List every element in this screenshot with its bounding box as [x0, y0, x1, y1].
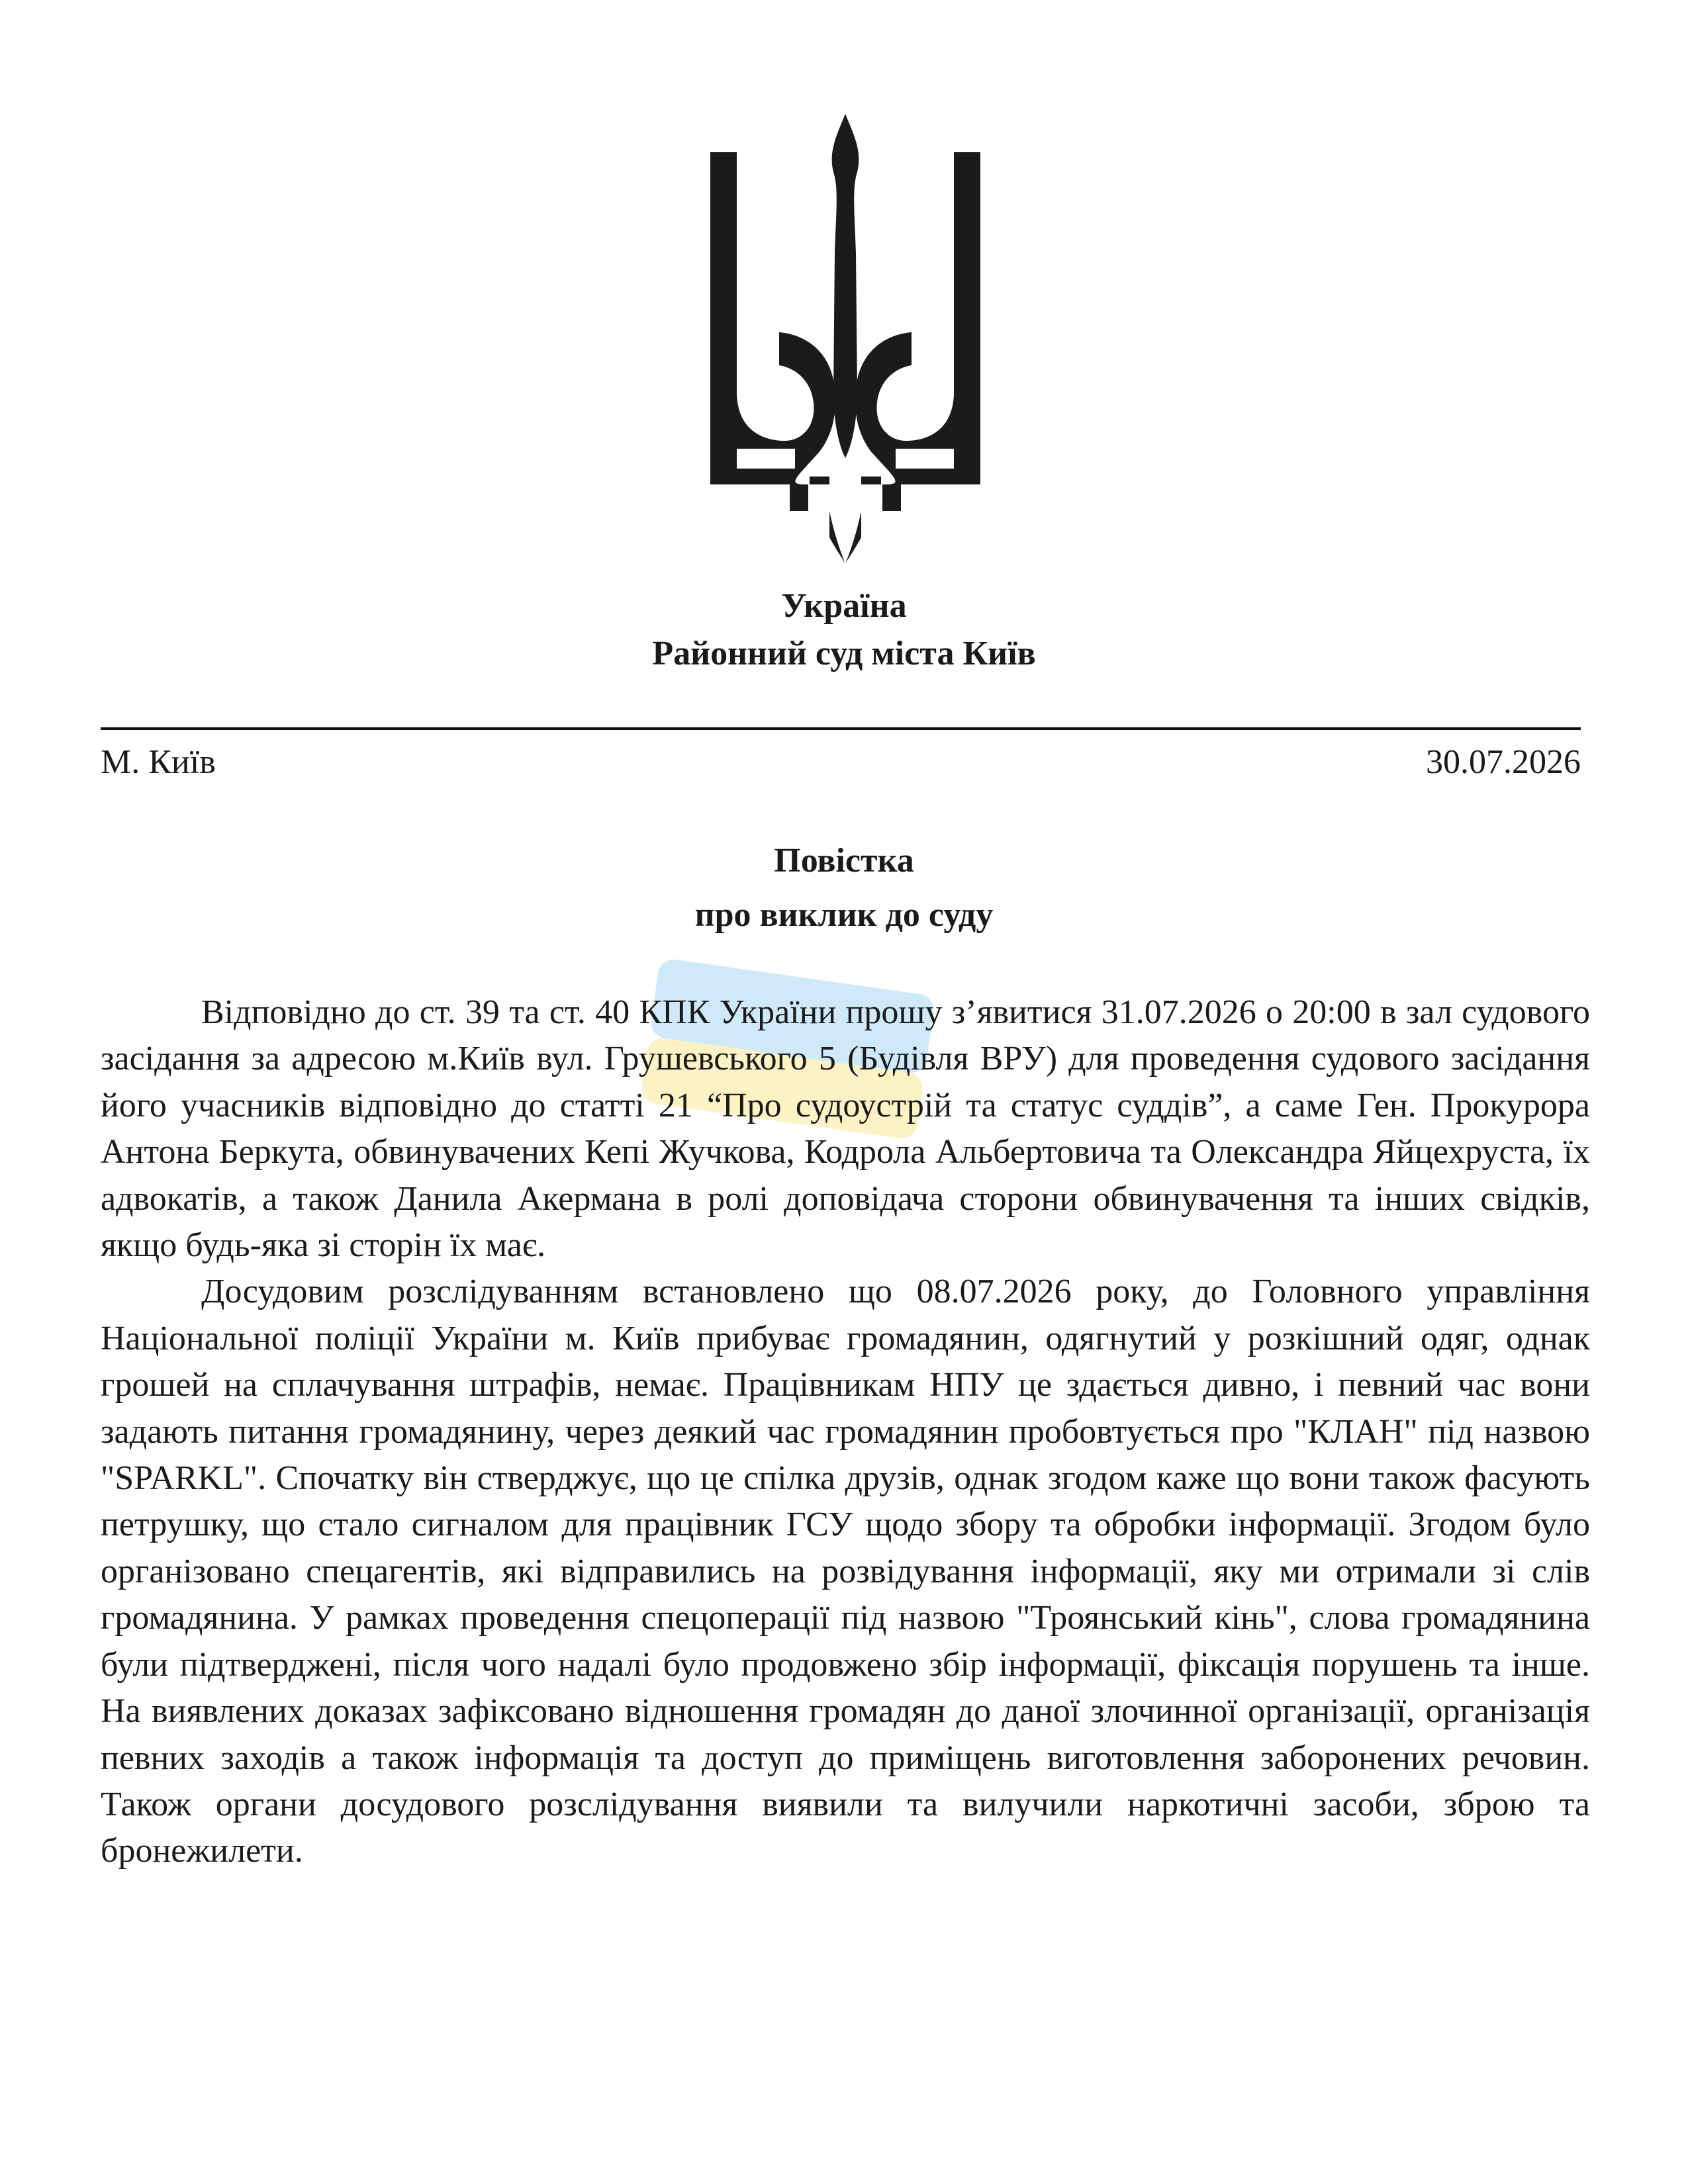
- body-paragraph: Досудовим розслідуванням встановлено що 08.07.2026 року, до Головного управління Національної поліції України м. Київ прибуває громадянин, одягнутий у розкішний одяг, однак грошей на сплачування штрафів, немає. Працівникам НПУ це здається дивно, і певний час вони задають питання громадянину, через деякий час громадянин пробовтується про "КЛАН" під назвою "SPARKL". Спочатку він стверджує, що це спілка друзів, однак згодом каже що вони також фасують петрушку, що стало сигналом для працівник ГСУ щодо збору та обробки інформації. Згодом було організовано спецагентів, які відправились на розвідування інформації, яку ми отримали зі слів громадянина. У рамках проведення спецоперації під назвою "Троянський кінь", слова громадянина були підтверджені, після чого надалі було продовжено збір інформації, фіксація порушень та інше. На виявлених доказах зафіксовано відношення громадян до даної злочинної організації, організація певних заходів а також інформація та доступ до приміщень виготовлення заборонених речовин. Також органи досудового розслідування виявили та вилучили наркотичні засоби, зброю та бронежилети.: [101, 1273, 1590, 1870]
- summons-body: [101, 989, 1590, 1875]
- document-title: Повістка: [774, 842, 914, 880]
- header-divider: [101, 727, 1581, 730]
- body-paragraph: Відповідно до ст. 39 та ст. 40 КПК України прошу з’явитися 31.07.2026 о 20:00 в зал судового засідання за адресою м.Київ вул. Грушевського 5 (Будівля ВРУ) для проведення судового засідання його учасників відповідно до статті 21 “Про судоустрій та статус суддів”, а саме Ген. Прокурора Антона Беркута, обвинувачених Кепі Жучкова, Кодрола Альбертовича та Олександра Яйцехруста, їх адвокатів, а також Данила Акермана в ролі доповідача сторони обвинувачення та інших свідків, якщо будь-яка зі сторін їх має.: [101, 993, 1590, 1265]
- country-name: Україна: [781, 587, 907, 625]
- document-subtitle: про виклик до суду: [694, 896, 994, 934]
- trident-icon: [710, 114, 980, 564]
- court-name: Районний суд міста Київ: [652, 635, 1036, 672]
- document-place: М. Київ: [101, 743, 216, 781]
- document-date: 30.07.2026: [1426, 743, 1581, 781]
